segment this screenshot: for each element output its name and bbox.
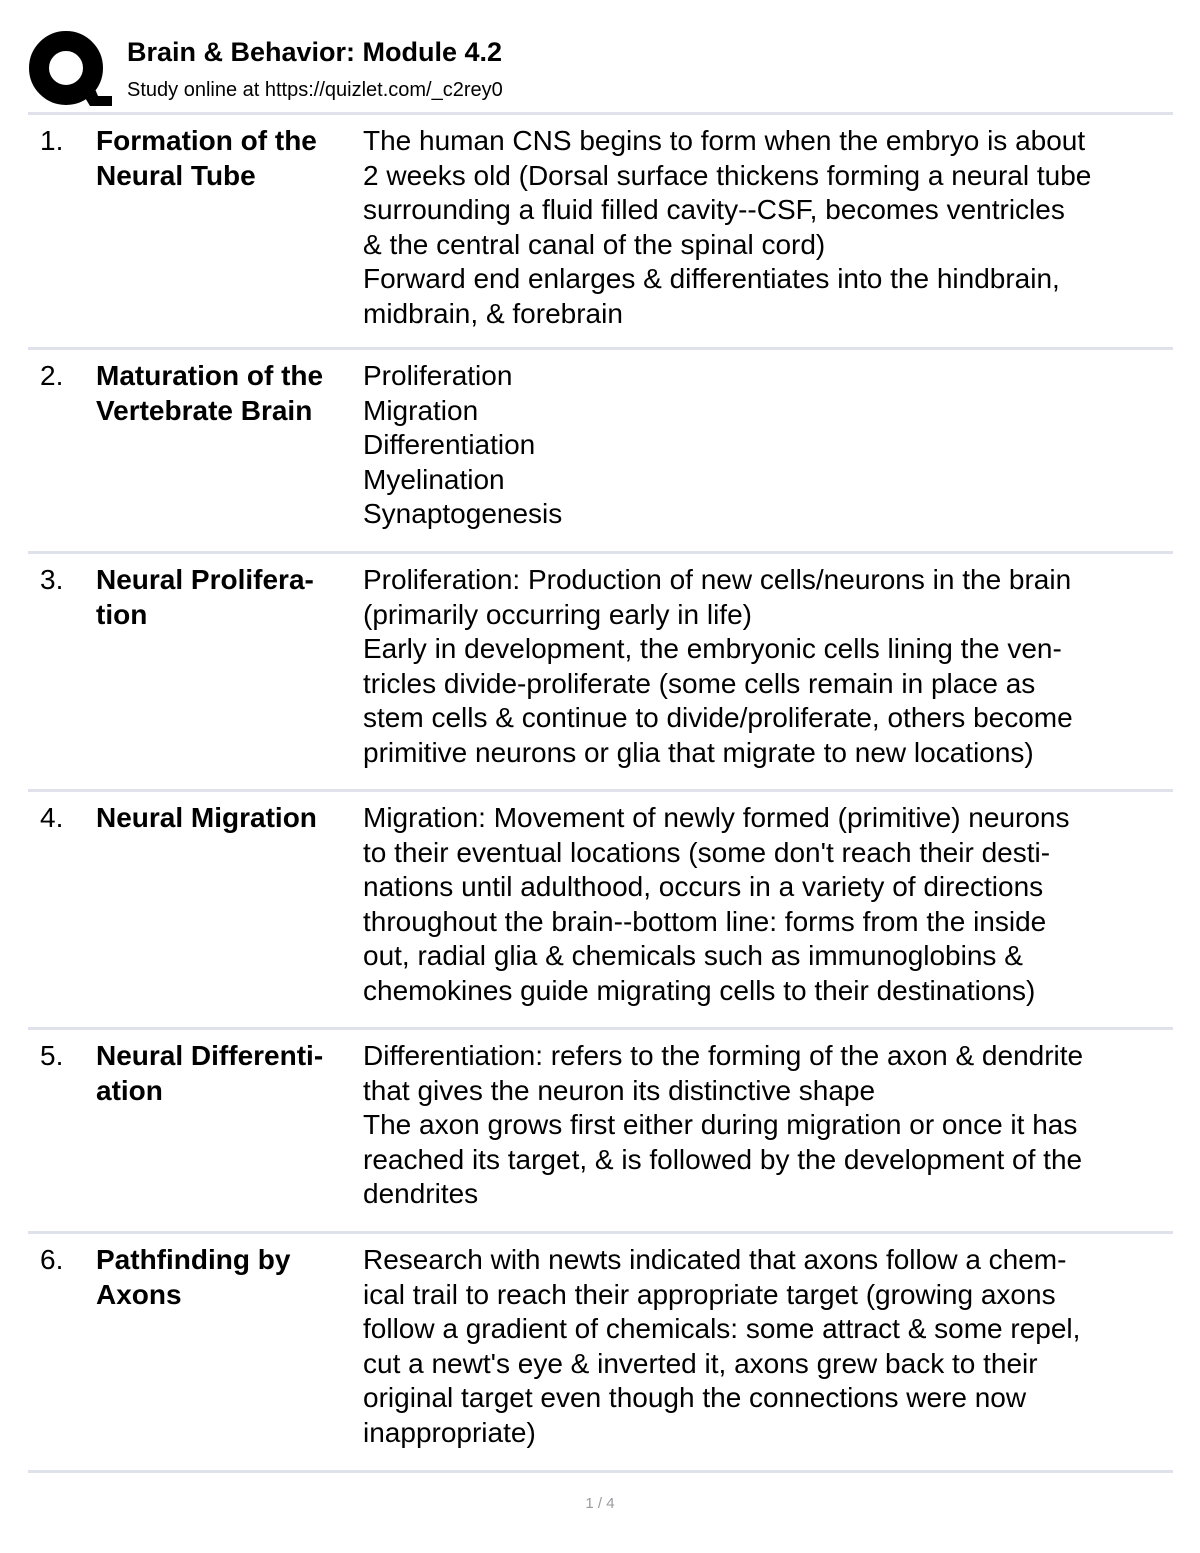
card-term: Neural Prolifera- tion <box>96 564 314 630</box>
flashcard-list <box>28 115 1173 1473</box>
definition-line: inappropriate) <box>363 1416 536 1448</box>
definition-line: midbrain, & forebrain <box>363 297 623 329</box>
definition-line: Differentiation <box>363 429 536 460</box>
definition-line: Proliferation <box>363 360 513 391</box>
definition-line: Migration <box>363 394 479 426</box>
card-number: 1. <box>40 125 64 156</box>
card-definition <box>363 1039 1168 1212</box>
definition-line: ical trail to reach their appropriate target (growing axons <box>363 1278 1056 1310</box>
definition-line: chemokines guide migrating cells to their destinations) <box>363 974 1036 1006</box>
definition-line: Myelination <box>363 463 505 495</box>
flashcard-row <box>28 554 1173 792</box>
card-number: 3. <box>40 564 64 595</box>
flashcard-row <box>28 1234 1173 1473</box>
definition-line: & the central canal of the spinal cord) <box>363 228 826 260</box>
card-term: Maturation of the Vertebrate Brain <box>96 360 324 426</box>
definition-line: cut a newt's eye & inverted it, axons grew back to their <box>363 1347 1038 1379</box>
definition-line: Early in development, the embryonic cells lining the ven- <box>363 633 1062 664</box>
definition-line: dendrites <box>363 1178 479 1209</box>
flashcard-row <box>28 1030 1173 1234</box>
definition-line: Migration: Movement of newly formed (primitive) neurons <box>363 802 1070 833</box>
card-number: 2. <box>40 360 64 391</box>
definition-line: surrounding a fluid filled cavity--CSF, becomes ventricles <box>363 194 1065 225</box>
definition-line: follow a gradient of chemicals: some attract & some repel, <box>363 1313 1081 1344</box>
card-definition <box>363 563 1168 770</box>
page-indicator: 1 / 4 <box>585 1495 615 1512</box>
definition-line: tricles divide-proliferate (some cells remain in place as <box>363 667 1036 699</box>
definition-line: The axon grows first either during migration or once it has <box>363 1109 1078 1140</box>
page-header <box>28 30 1173 110</box>
definition-line: Proliferation: Production of new cells/neurons in the brain <box>363 564 1072 595</box>
study-link-text: Study online at https://quizlet.com/_c2rey0 <box>127 79 503 101</box>
definition-line: 2 weeks old (Dorsal surface thickens forming a neural tube <box>363 159 1092 191</box>
definition-line: Synaptogenesis <box>363 498 563 529</box>
page-title: Brain & Behavior: Module 4.2 <box>127 37 503 67</box>
definition-line: that gives the neuron its distinctive shape <box>363 1074 876 1106</box>
flashcard-row <box>28 115 1173 350</box>
quizlet-logo-icon <box>28 30 112 110</box>
definition-line: stem cells & continue to divide/proliferate, others become <box>363 702 1073 733</box>
card-definition <box>363 1243 1168 1450</box>
definition-line: out, radial glia & chemicals such as immunoglobins & <box>363 940 1023 971</box>
card-term: Pathfinding by Axons <box>96 1244 291 1310</box>
flashcard-row <box>28 792 1173 1030</box>
definition-line: Research with newts indicated that axons follow a chem- <box>363 1244 1067 1275</box>
card-definition <box>363 359 1168 532</box>
definition-line: primitive neurons or glia that migrate to new locations) <box>363 736 1034 768</box>
definition-line: Differentiation: refers to the forming of the axon & dendrite <box>363 1040 1084 1071</box>
definition-line: throughout the brain--bottom line: forms from the inside <box>363 905 1047 937</box>
card-term: Neural Migration <box>96 802 317 833</box>
definition-line: reached its target, & is followed by the development of the <box>363 1143 1083 1175</box>
card-definition <box>363 801 1168 1008</box>
card-number: 5. <box>40 1040 64 1071</box>
card-term: Formation of the Neural Tube <box>96 125 317 191</box>
definition-line: Forward end enlarges & differentiates into the hindbrain, <box>363 263 1060 294</box>
definition-line: (primarily occurring early in life) <box>363 598 752 630</box>
card-term: Neural Differenti- ation <box>96 1040 324 1106</box>
card-definition <box>363 124 1168 331</box>
definition-line: nations until adulthood, occurs in a variety of directions <box>363 871 1044 902</box>
definition-line: original target even though the connections were now <box>363 1382 1027 1413</box>
card-number: 4. <box>40 802 64 833</box>
flashcard-row <box>28 350 1173 554</box>
definition-line: The human CNS begins to form when the embryo is about <box>363 125 1086 156</box>
definition-line: to their eventual locations (some don't reach their desti- <box>363 836 1051 868</box>
card-number: 6. <box>40 1244 64 1275</box>
